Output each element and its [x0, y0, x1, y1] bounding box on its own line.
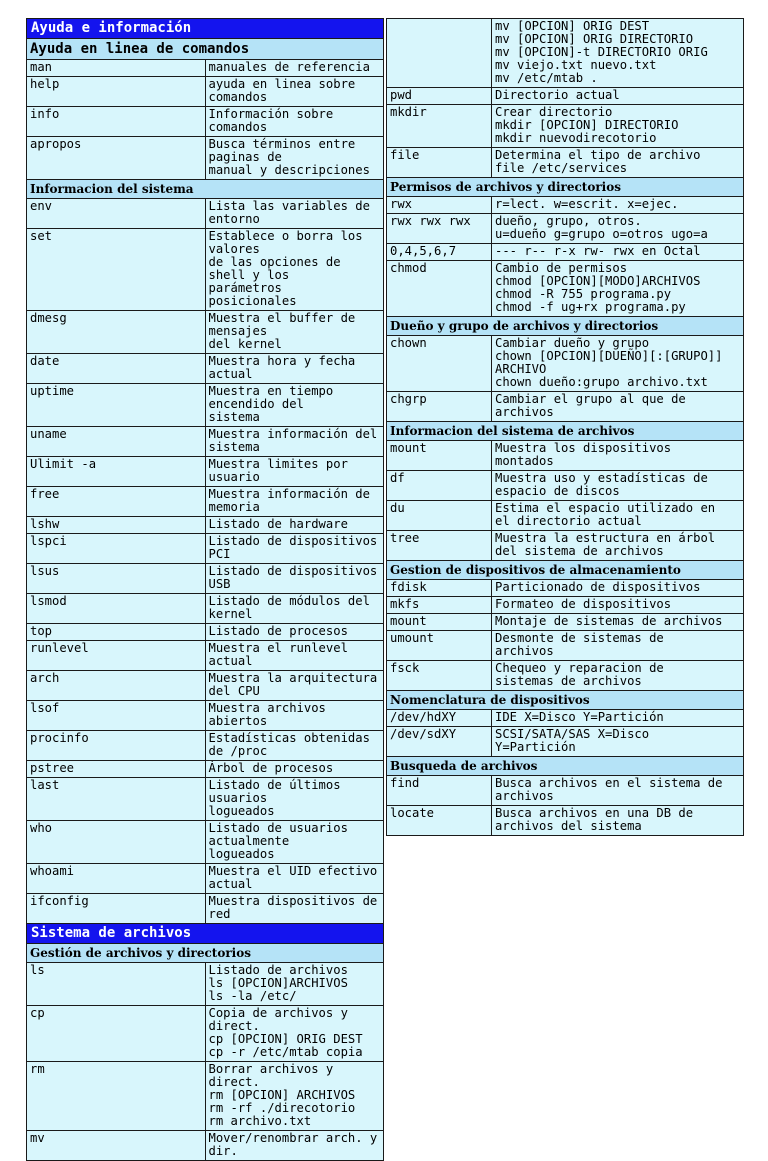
description-cell: Chequeo y reparacion de sistemas de archivos [492, 661, 744, 691]
section-ayuda-linea [27, 39, 384, 60]
description-cell: Copia de archivos y direct. cp [OPCION] ORIG DEST cp -r /etc/mtab copia [205, 1006, 384, 1062]
section-info-fs [387, 422, 744, 441]
storage-row [387, 580, 744, 597]
description-cell: Busca términos entre paginas de manual y descripciones [205, 137, 384, 180]
file-row [27, 1006, 384, 1062]
sysinfo-row [27, 427, 384, 457]
description-cell: Muestra limites por usuario [205, 457, 384, 487]
command-cell: date [27, 354, 206, 384]
section-permisos [387, 178, 744, 197]
perm-row [387, 261, 744, 317]
command-cell: du [387, 501, 492, 531]
command-cell: mount [387, 614, 492, 631]
left-column [26, 18, 384, 1161]
file-row [27, 1062, 384, 1131]
sysinfo-row [27, 487, 384, 517]
sysinfo-row [27, 671, 384, 701]
description-cell: Listado de archivos ls [OPCION]ARCHIVOS ls -la /etc/ [205, 963, 384, 1006]
description-cell: Muestra el UID efectivo actual [205, 864, 384, 894]
sysinfo-row [27, 517, 384, 534]
description-cell: Muestra uso y estadísticas de espacio de discos [492, 471, 744, 501]
perm-row [387, 214, 744, 244]
fsinfo-row [387, 501, 744, 531]
section-gestion-archivos [27, 944, 384, 963]
section-almacenamiento [387, 561, 744, 580]
command-cell: lsus [27, 564, 206, 594]
command-cell: who [27, 821, 206, 864]
command-cell: ifconfig [27, 894, 206, 924]
command-cell: man [27, 60, 206, 77]
section-dueno-grupo-text: Dueño y grupo de archivos y directorios [387, 317, 744, 336]
command-cell: env [27, 199, 206, 229]
description-cell: Determina el tipo de archivo file /etc/services [492, 148, 744, 178]
sysinfo-row [27, 894, 384, 924]
section-permisos-text: Permisos de archivos y directorios [387, 178, 744, 197]
sysinfo-row [27, 564, 384, 594]
command-cell: runlevel [27, 641, 206, 671]
sysinfo-row [27, 778, 384, 821]
description-cell: Cambiar dueño y grupo chown [OPCION][DUEÑO][:[GRUPO]] ARCHIVO chown dueño:grupo archivo.txt [492, 336, 744, 392]
description-cell: Busca archivos en el sistema de archivos [492, 776, 744, 806]
section-title-sistema-archivos [27, 924, 384, 944]
right-column [386, 18, 744, 836]
command-cell: dmesg [27, 311, 206, 354]
sysinfo-row [27, 641, 384, 671]
sysinfo-row [27, 354, 384, 384]
section-ayuda-linea-text: Ayuda en linea de comandos [27, 39, 384, 60]
command-cell: last [27, 778, 206, 821]
help-row [27, 137, 384, 180]
command-cell: uname [27, 427, 206, 457]
dev-row [387, 710, 744, 727]
command-cell: mv [27, 1131, 206, 1161]
sysinfo-row [27, 624, 384, 641]
search-row [387, 776, 744, 806]
description-cell: manuales de referencia [205, 60, 384, 77]
command-cell: info [27, 107, 206, 137]
command-cell: find [387, 776, 492, 806]
description-cell: Desmonte de sistemas de archivos [492, 631, 744, 661]
description-cell: Mover/renombrar arch. y dir. [205, 1131, 384, 1161]
description-cell: IDE X=Disco Y=Partición [492, 710, 744, 727]
description-cell: Muestra los dispositivos montados [492, 441, 744, 471]
section-info-sistema [27, 180, 384, 199]
description-cell: Estima el espacio utilizado en el directorio actual [492, 501, 744, 531]
description-cell: --- r-- r-x rw- rwx en Octal [492, 244, 744, 261]
command-cell: help [27, 77, 206, 107]
command-cell: mkdir [387, 105, 492, 148]
description-cell: Muestra el buffer de mensajes del kernel [205, 311, 384, 354]
sysinfo-row [27, 821, 384, 864]
description-cell: Listado de módulos del kernel [205, 594, 384, 624]
sysinfo-row [27, 761, 384, 778]
command-cell: cp [27, 1006, 206, 1062]
description-cell: Directorio actual [492, 88, 744, 105]
description-cell: Formateo de dispositivos [492, 597, 744, 614]
description-cell: mv [OPCION] ORIG DEST mv [OPCION] ORIG DIRECTORIO mv [OPCION]-t DIRECTORIO ORIG mv viejo.txt nuevo.txt mv /etc/mtab . [492, 19, 744, 88]
description-cell: Cambiar el grupo al que de archivos [492, 392, 744, 422]
sysinfo-row [27, 594, 384, 624]
description-cell: Borrar archivos y direct. rm [OPCION] ARCHIVOS rm -rf ./direcotorio rm archivo.txt [205, 1062, 384, 1131]
perm-row [387, 244, 744, 261]
fsinfo-row [387, 441, 744, 471]
description-cell: Listado de hardware [205, 517, 384, 534]
command-cell: set [27, 229, 206, 311]
command-cell: lsof [27, 701, 206, 731]
help-row [27, 77, 384, 107]
command-cell: fdisk [387, 580, 492, 597]
description-cell: Muestra información del sistema [205, 427, 384, 457]
description-cell: Muestra archivos abiertos [205, 701, 384, 731]
section-busqueda [387, 757, 744, 776]
command-cell: rwx rwx rwx [387, 214, 492, 244]
command-cell: top [27, 624, 206, 641]
sysinfo-row [27, 457, 384, 487]
description-cell: dueño, grupo, otros. u=dueño g=grupo o=otros ugo=a [492, 214, 744, 244]
section-title-ayuda [27, 19, 384, 39]
description-cell: Montaje de sistemas de archivos [492, 614, 744, 631]
description-cell: Muestra la arquitectura del CPU [205, 671, 384, 701]
command-cell: ls [27, 963, 206, 1006]
command-cell: 0,4,5,6,7 [387, 244, 492, 261]
command-cell: umount [387, 631, 492, 661]
description-cell: Lista las variables de entorno [205, 199, 384, 229]
section-gestion-archivos-text: Gestión de archivos y directorios [27, 944, 384, 963]
dir-row [387, 148, 744, 178]
description-cell: SCSI/SATA/SAS X=Disco Y=Partición [492, 727, 744, 757]
command-cell: /dev/sdXY [387, 727, 492, 757]
command-cell: rm [27, 1062, 206, 1131]
command-cell: lshw [27, 517, 206, 534]
storage-row [387, 631, 744, 661]
command-cell: lspci [27, 534, 206, 564]
description-cell: Muestra dispositivos de red [205, 894, 384, 924]
command-cell: uptime [27, 384, 206, 427]
sysinfo-row [27, 534, 384, 564]
sysinfo-row [27, 864, 384, 894]
fsinfo-row [387, 471, 744, 501]
description-cell: Estadísticas obtenidas de /proc [205, 731, 384, 761]
command-cell: Ulimit -a [27, 457, 206, 487]
section-title-ayuda-text: Ayuda e información [27, 19, 384, 39]
left-table [26, 18, 384, 1161]
command-cell: chown [387, 336, 492, 392]
command-cell: arch [27, 671, 206, 701]
command-cell: lsmod [27, 594, 206, 624]
command-cell: mount [387, 441, 492, 471]
section-info-fs-text: Informacion del sistema de archivos [387, 422, 744, 441]
section-title-sistema-archivos-text: Sistema de archivos [27, 924, 384, 944]
description-cell: Muestra en tiempo encendido del sistema [205, 384, 384, 427]
fsinfo-row [387, 531, 744, 561]
file-row [27, 963, 384, 1006]
command-cell: df [387, 471, 492, 501]
description-cell: Listado de procesos [205, 624, 384, 641]
dev-row [387, 727, 744, 757]
command-cell: rwx [387, 197, 492, 214]
command-cell: chmod [387, 261, 492, 317]
description-cell: Crear directorio mkdir [OPCION] DIRECTORIO mkdir nuevodirecotorio [492, 105, 744, 148]
description-cell: Muestra el runlevel actual [205, 641, 384, 671]
help-row [27, 60, 384, 77]
command-cell: locate [387, 806, 492, 836]
command-cell: free [27, 487, 206, 517]
command-cell: fsck [387, 661, 492, 691]
storage-row [387, 597, 744, 614]
mv-continuation-row [387, 19, 744, 88]
description-cell: Muestra la estructura en árbol del sistema de archivos [492, 531, 744, 561]
description-cell: Particionado de dispositivos [492, 580, 744, 597]
sysinfo-row [27, 311, 384, 354]
command-cell: pwd [387, 88, 492, 105]
command-cell: file [387, 148, 492, 178]
sysinfo-row [27, 199, 384, 229]
description-cell: Listado de usuarios actualmente logueados [205, 821, 384, 864]
section-busqueda-text: Busqueda de archivos [387, 757, 744, 776]
search-row [387, 806, 744, 836]
owner-row [387, 392, 744, 422]
dir-row [387, 88, 744, 105]
description-cell: Información sobre comandos [205, 107, 384, 137]
right-table [386, 18, 744, 836]
command-cell: apropos [27, 137, 206, 180]
description-cell: Busca archivos en una DB de archivos del sistema [492, 806, 744, 836]
storage-row [387, 614, 744, 631]
description-cell: Listado de dispositivos PCI [205, 534, 384, 564]
section-dueno-grupo [387, 317, 744, 336]
section-nomenclatura-text: Nomenclatura de dispositivos [387, 691, 744, 710]
sysinfo-row [27, 229, 384, 311]
section-almacenamiento-text: Gestion de dispositivos de almacenamiento [387, 561, 744, 580]
section-info-sistema-text: Informacion del sistema [27, 180, 384, 199]
description-cell: ayuda en linea sobre comandos [205, 77, 384, 107]
description-cell: r=lect. w=escrit. x=ejec. [492, 197, 744, 214]
command-cell: mkfs [387, 597, 492, 614]
sysinfo-row [27, 384, 384, 427]
command-cell [387, 19, 492, 88]
storage-row [387, 661, 744, 691]
sysinfo-row [27, 701, 384, 731]
perm-row [387, 197, 744, 214]
description-cell: Listado de dispositivos USB [205, 564, 384, 594]
dir-row [387, 105, 744, 148]
command-cell: procinfo [27, 731, 206, 761]
command-cell: whoami [27, 864, 206, 894]
description-cell: Cambio de permisos chmod [OPCION][MODO]ARCHIVOS chmod -R 755 programa.py chmod -f ug+rx programa.py [492, 261, 744, 317]
command-cell: chgrp [387, 392, 492, 422]
sysinfo-row [27, 731, 384, 761]
description-cell: Muestra hora y fecha actual [205, 354, 384, 384]
command-cell: pstree [27, 761, 206, 778]
command-cell: tree [387, 531, 492, 561]
description-cell: Establece o borra los valores de las opciones de shell y los parámetros posicionales [205, 229, 384, 311]
description-cell: Árbol de procesos [205, 761, 384, 778]
description-cell: Listado de últimos usuarios logueados [205, 778, 384, 821]
file-row [27, 1131, 384, 1161]
owner-row [387, 336, 744, 392]
command-cell: /dev/hdXY [387, 710, 492, 727]
description-cell: Muestra información de memoria [205, 487, 384, 517]
help-row [27, 107, 384, 137]
section-nomenclatura [387, 691, 744, 710]
